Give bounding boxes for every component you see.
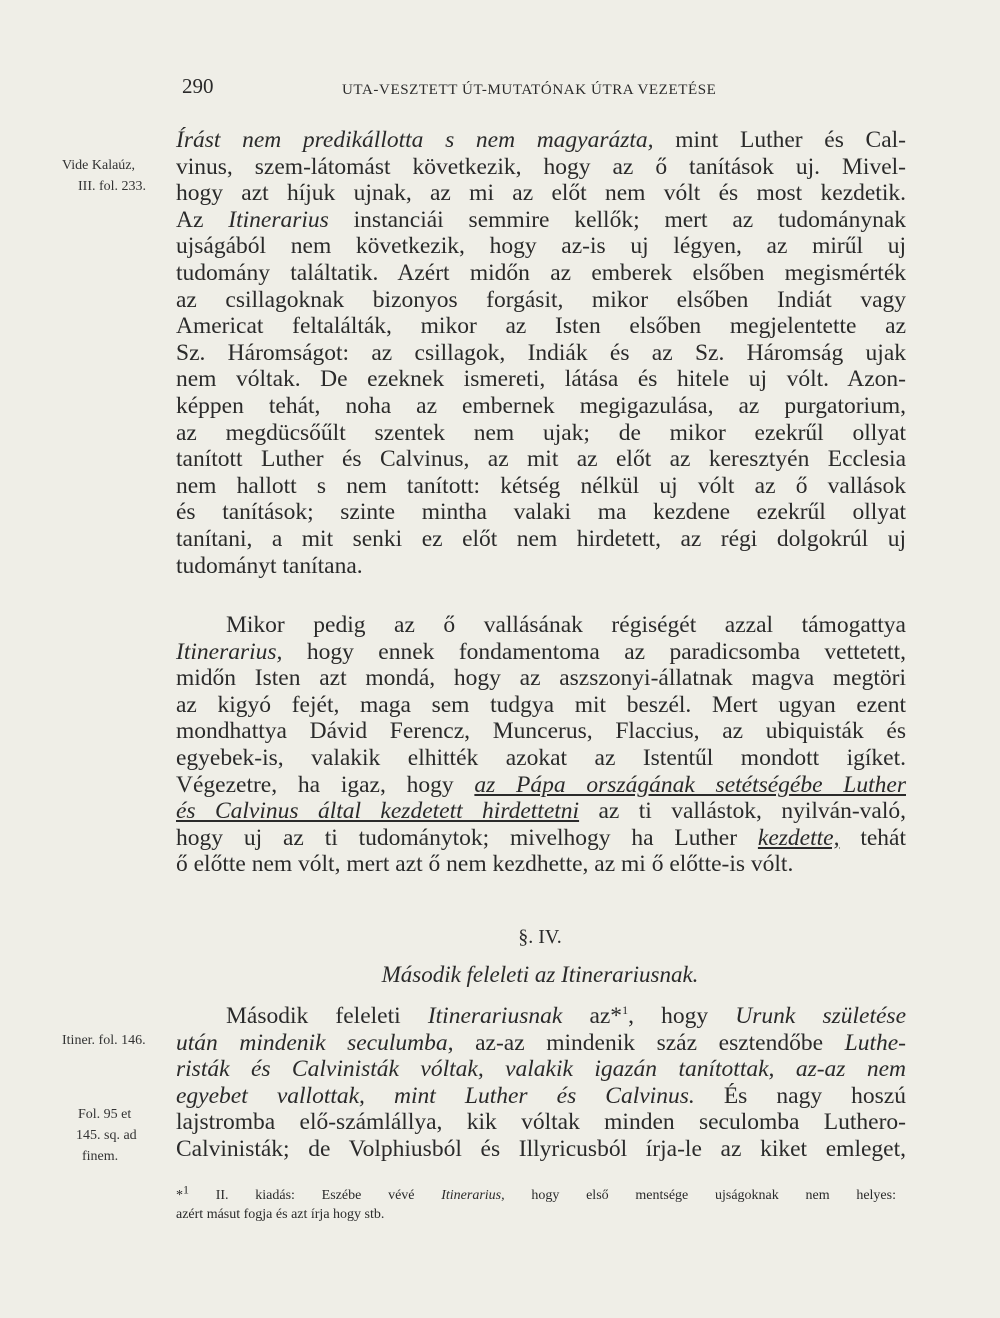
text-line [176,665,906,692]
text-run: vinus, szem-látomást következik, hogy az ő tanítások uj. Mivel- [176,153,906,180]
footnote [176,1182,896,1224]
text-run: Itinerarius, [176,638,283,665]
margin-note-line: finem. [82,1149,119,1164]
text-line [176,692,906,719]
text-run: Az [176,206,229,233]
text-line [176,1205,896,1224]
text-run: az-az mindenik száz esztendőbe [453,1029,845,1056]
text-line [176,154,906,181]
text-run: midőn Isten azt mondá, hogy az aszszonyi-állatnak magva megtöri [176,665,906,692]
text-line [176,420,906,447]
text-run: egyebek-is, valakik elhitték azokat az Istentűl mondott igíket. [176,744,906,771]
text-line [176,287,906,314]
text-run: képpen tehát, noha az embernek megigazulása, az purgatorium, [176,392,906,419]
text-run: ujságából nem következik, hogy az-is uj légyen, az mirűl uj [176,233,906,260]
page-number: 290 [182,74,214,98]
text-run: nem hallott s nem tanított: kétség nélkül uj vólt az ő vallások [176,472,906,499]
margin-note-line: 145. sq. ad [76,1128,137,1143]
text-run: hogy ennek fondamentoma az paradicsomba vettetett, [282,638,906,665]
text-run: egyebet vallottak, mint Luther és Calvinus. [176,1082,695,1109]
section-number: §. IV. [518,926,562,948]
text-line [176,1003,906,1030]
text-run: és Calvinus által kezdetett hirdettetni [176,798,580,825]
text-run: És nagy hoszú [694,1082,906,1109]
text-line [176,718,906,745]
text-run: Itinerarius [228,206,329,233]
text-run: Itinerariusnak [427,1003,563,1029]
text-run: kezdette, [757,824,840,851]
text-run: nem vóltak. De ezeknek ismereti, látása és hitele uj vólt. Azon- [176,366,906,393]
footnote-marker: 1 [183,1182,189,1197]
text-run: risták és Calvinisták vóltak, valakik igazán tanítottak, az-az nem [176,1056,906,1083]
text-line [176,180,906,207]
margin-note-itiner [62,1030,146,1051]
text-run: hogy uj az ti tudománytok; mivelhogy ha Luther [176,824,758,851]
text-line [176,446,906,473]
text-line [176,851,906,878]
text-run: után mindenik seculumba, [176,1029,454,1056]
text-run: Sz. Háromságot: az csillagok, Indiák és az Sz. Háromság ujak [176,339,906,366]
text-run: ő előtte nem vólt, mert azt ő nem kezdhette, az mi ő előtte-is vólt. [176,851,794,878]
text-line [176,1182,896,1205]
running-head: UTA-VESZTETT ÚT-MUTATÓNAK ÚTRA VEZETÉSE [342,82,717,98]
text-line [176,393,906,420]
section-title: Második feleleti az Itinerariusnak. [381,962,699,987]
text-run: Calvinisták; de Volphiusból és Illyricusból írja-le az kiket emleget, [176,1135,906,1162]
margin-note-line: Fol. 95 et [78,1107,132,1122]
text-run: hogy első mentsége ujságoknak nem helyes: [504,1188,896,1203]
margin-note-fol [66,1104,164,1167]
text-line [176,207,906,234]
text-run: mondhattya Dávid Ferencz, Muncerus, Flaccius, az ubiquisták és [176,718,906,745]
text-run: tehát [839,824,906,851]
text-run: tanítani, a mit senki ez előt nem hirdetett, az régi dolgokrúl uj [176,525,906,552]
text-line [176,340,906,367]
text-run: instanciái semmire kellők; mert az tudománynak [328,206,906,233]
text-run: az* [562,1003,623,1029]
text-line [176,366,906,393]
text-line [176,745,906,772]
text-run: Luthe- [844,1029,906,1056]
text-run: azért másut fogja és azt írja hogy stb. [176,1207,385,1222]
text-line [176,260,906,287]
text-run: Második feleleti [226,1003,428,1029]
text-line [176,473,906,500]
paragraph-3 [176,1003,906,1163]
text-run: tanított Luther és Calvinus, az mit az előt az keresztyén Ecclesia [176,446,906,473]
text-line [176,612,906,639]
text-line [176,499,906,526]
text-run: lajstromba elő-számlállya, kik vóltak minden seculomba Luthero- [176,1109,906,1136]
text-line [176,127,906,154]
text-run: tudományt tanítana. [176,552,363,579]
text-line [176,1030,906,1057]
text-run: tudomány találtatik. Azért midőn az emberek elsőben megismérték [176,259,906,286]
text-run: és tanítások; szinte mintha valaki ma kezdene ezekrűl ollyat [176,499,906,526]
text-run: , hogy [628,1003,736,1029]
text-run: Írást nem predikállotta s nem magyarázta, [176,127,654,153]
margin-note-line: Itiner. fol. 146. [62,1033,146,1048]
text-run: az ti vallástok, nyilván-való, [579,798,906,825]
paragraph-2 [176,612,906,878]
text-run: mint Luther és Cal- [653,127,906,153]
text-line [176,639,906,666]
text-line [176,553,906,580]
text-run: Itinerarius, [441,1188,505,1203]
margin-note-line: Vide Kalaúz, [62,158,136,173]
text-run: az csillagoknak bizonyos forgásit, mikor elsőben Indiát vagy [176,286,906,313]
text-line [176,825,906,852]
text-line [176,1136,906,1163]
text-run: Végezetre, ha igaz, hogy [176,771,475,798]
margin-note-line: III. fol. 233. [78,179,147,194]
page-header [182,74,902,104]
text-run: az megdücsőűlt szentek nem ujak; de mikor ezekrűl ollyat [176,419,906,446]
paragraph-1 [176,127,906,579]
text-run: Urunk születése [735,1003,907,1029]
text-line [176,1083,906,1110]
text-run: az Pápa országának setétségébe Luther [474,771,906,798]
text-run: Mikor pedig az ő vallásának régiségét azzal támogattya [226,612,906,638]
margin-note-kalauz [62,155,146,197]
text-line [176,233,906,260]
text-line [176,798,906,825]
text-line [176,313,906,340]
text-line [176,1109,906,1136]
text-run: Americat feltalálták, mikor az Isten elsőben megjelentette az [176,313,906,340]
footnote-marker: 1 [622,1003,629,1018]
text-run: az kigyó fejét, maga sem tudgya mit beszél. Mert ugyan ezent [176,691,906,718]
text-line [176,772,906,799]
text-line [176,526,906,553]
text-run: hogy azt híjuk ujnak, az mi az előt nem vólt és most kezdetik. [176,180,906,207]
text-line [176,1056,906,1083]
text-run: II. kiadás: Eszébe vévé [189,1188,442,1203]
text-run: * [176,1188,183,1203]
